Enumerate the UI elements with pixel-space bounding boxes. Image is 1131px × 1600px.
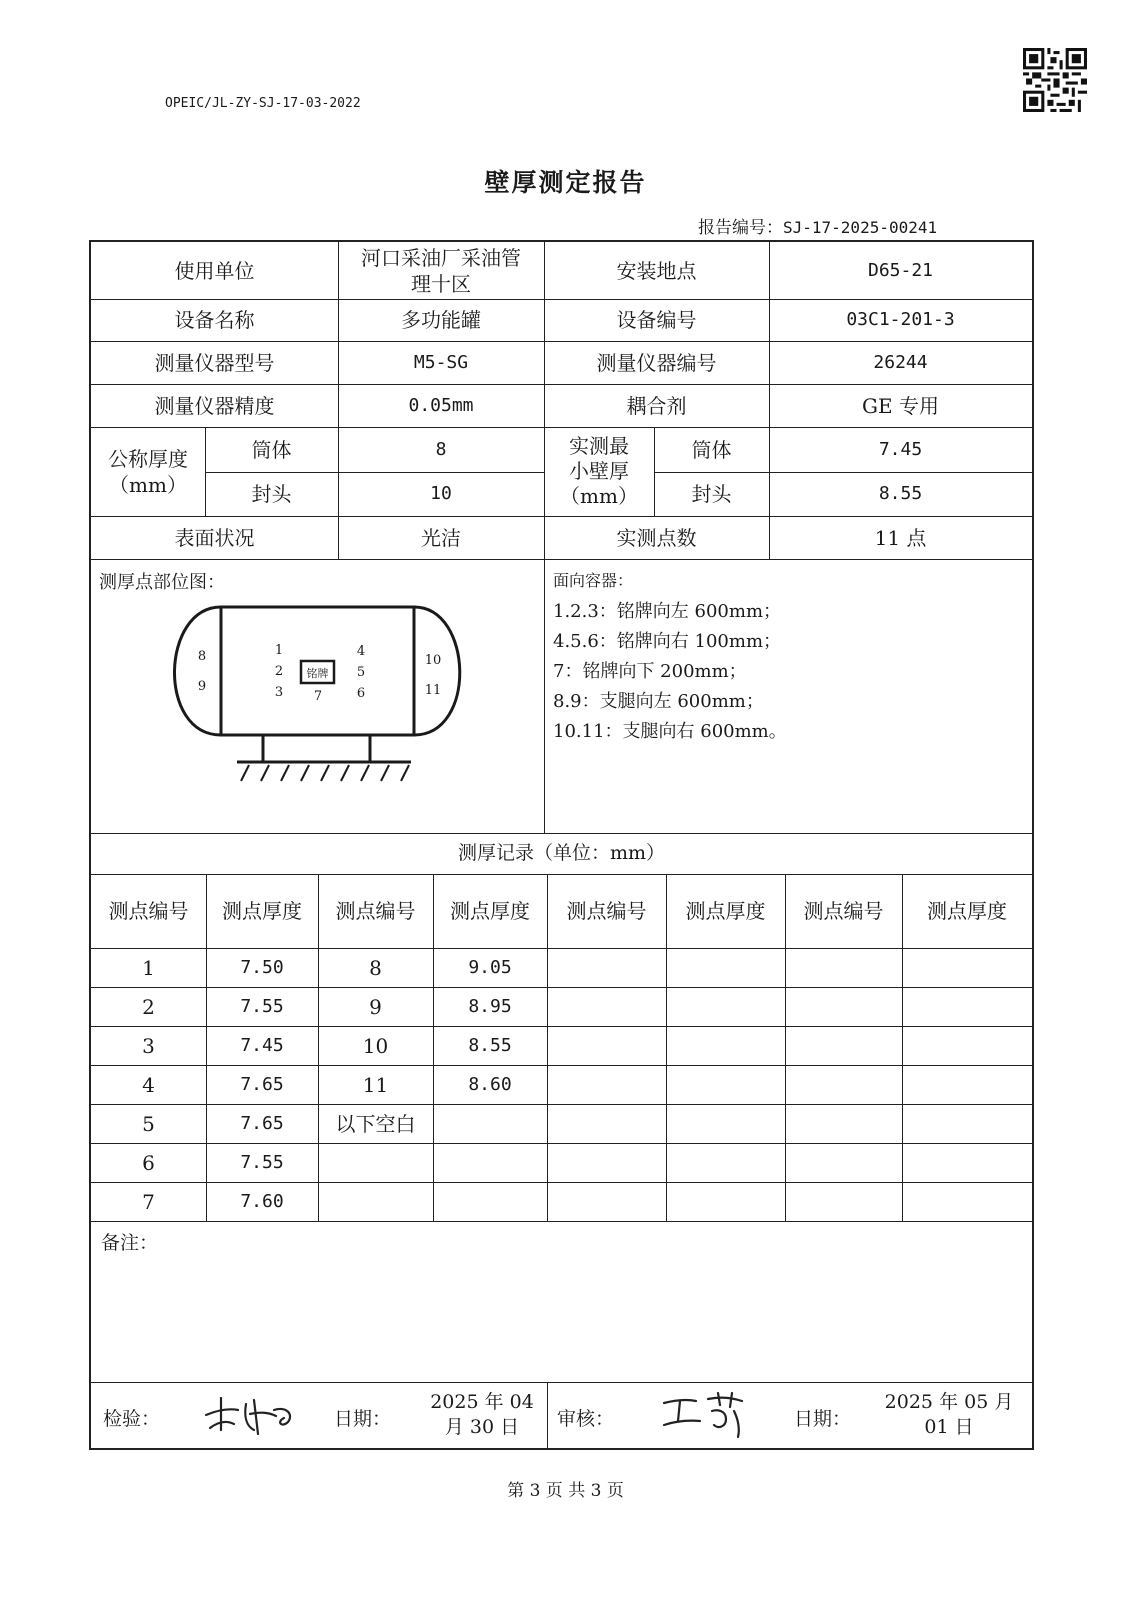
point-8: 8: [197, 649, 207, 664]
nominal-label-line-1: 公称厚度: [108, 446, 188, 471]
record-cell: 8: [369, 955, 382, 980]
equipment-name-label: 设备名称: [174, 308, 255, 332]
record-cell: 9.05: [468, 956, 512, 978]
record-cell-blank-marker: 以下空白: [335, 1111, 416, 1136]
point-4: 4: [356, 644, 366, 659]
install-location-value: D65-21: [867, 259, 934, 281]
nominal-shell-value: 8: [435, 438, 447, 460]
report-title: 壁厚测定报告: [484, 168, 647, 197]
equipment-name-value: 多功能罐: [401, 308, 481, 332]
inspect-date-line-1: 2025 年 04: [430, 1391, 534, 1414]
points-count-value: 11 点: [874, 525, 927, 550]
record-cell: 7.50: [240, 956, 284, 978]
instrument-model-value: M5-SG: [413, 351, 469, 373]
record-cell: 1: [142, 955, 155, 980]
record-cell: 7.60: [240, 1190, 284, 1212]
equipment-no-label: 设备编号: [616, 308, 697, 332]
record-cell: 7.55: [240, 1151, 284, 1173]
nominal-thickness-label: [91, 427, 205, 516]
record-cell: 3: [142, 1033, 155, 1058]
header-thickness-4: 测点厚度: [927, 899, 1007, 923]
remarks-label: 备注：: [101, 1232, 159, 1254]
report-number: [698, 213, 937, 238]
record-cell: 7.55: [240, 995, 284, 1017]
review-label: 审核：: [557, 1408, 615, 1430]
surface-value: 光洁: [421, 525, 461, 550]
record-cell: 8.60: [468, 1073, 512, 1095]
review-date-line-1: 2025 年 05 月: [884, 1391, 1014, 1414]
point-3: 3: [274, 685, 284, 700]
facing-line-4: 8.9：支腿向左 600mm；: [553, 691, 764, 712]
review-date-value: [869, 1382, 1029, 1448]
points-count-label: 实测点数: [616, 525, 697, 550]
header-thickness-3: 测点厚度: [685, 899, 766, 923]
point-9: 9: [197, 679, 207, 694]
review-date-label: 日期：: [794, 1408, 852, 1430]
record-cell: 7.65: [240, 1112, 284, 1134]
header-point-no-4: 测点编号: [803, 899, 884, 923]
record-cell: 9: [369, 994, 382, 1019]
record-cell: 10: [362, 1033, 389, 1058]
instrument-no-value: 26244: [873, 351, 928, 373]
point-6: 6: [356, 686, 366, 701]
header-point-no-1: 测点编号: [108, 899, 189, 923]
point-10: 10: [424, 653, 442, 668]
inspect-date-label: 日期：: [334, 1408, 392, 1430]
review-date-line-2: 01 日: [924, 1416, 974, 1438]
min-head-value: 8.55: [878, 483, 923, 505]
point-1: 1: [274, 643, 284, 658]
point-2: 2: [274, 664, 284, 679]
min-shell-value: 7.45: [878, 438, 923, 460]
use-unit-line-1: 河口采油厂采油管: [361, 245, 521, 270]
header-thickness-2: 测点厚度: [450, 899, 530, 923]
reviewer-signature: [656, 1385, 756, 1441]
facing-line-3: 7：铭牌向下 200mm；: [553, 661, 747, 682]
record-cell: 8.55: [468, 1034, 512, 1056]
install-location-label: 安装地点: [616, 258, 697, 283]
instrument-no-label: 测量仪器编号: [596, 350, 717, 375]
min-label-line-3: （mm）: [560, 484, 638, 508]
record-cell: 7: [142, 1189, 155, 1214]
nameplate-label: 铭牌: [306, 667, 329, 680]
record-cell: 8.95: [468, 995, 512, 1017]
instrument-precision-value: 0.05mm: [408, 394, 474, 416]
record-cell: 5: [142, 1111, 155, 1136]
record-cell: 7.65: [240, 1073, 284, 1095]
point-5: 5: [356, 665, 366, 680]
surface-label: 表面状况: [174, 525, 255, 550]
report-table: [89, 240, 1034, 1450]
vessel-diagram: [161, 597, 481, 792]
inspector-signature: [196, 1390, 306, 1440]
instrument-model-label: 测量仪器型号: [154, 350, 275, 375]
facing-line-1: 1.2.3：铭牌向左 600mm；: [553, 601, 782, 622]
nominal-head-label: 封头: [251, 482, 292, 506]
header-point-no-3: 测点编号: [566, 899, 647, 923]
record-cell: 6: [142, 1150, 155, 1175]
min-head-label: 封头: [691, 482, 732, 506]
couplant-value: GE 专用: [862, 393, 939, 418]
header-thickness-1: 测点厚度: [222, 899, 302, 923]
point-7: 7: [313, 689, 323, 704]
nominal-head-value: 10: [430, 483, 452, 505]
report-number-value: SJ-17-2025-00241: [783, 218, 938, 237]
records-title: 测厚记录（单位：mm）: [457, 842, 666, 865]
inspect-label: 检验：: [103, 1408, 161, 1430]
use-unit-label: 使用单位: [174, 258, 255, 283]
record-cell: 4: [142, 1072, 155, 1097]
report-number-label: 报告编号：: [698, 218, 783, 238]
equipment-no-value: 03C1-201-3: [846, 309, 955, 331]
record-cell: 11: [362, 1072, 389, 1097]
facing-title: 面向容器：: [553, 571, 634, 590]
instrument-precision-label: 测量仪器精度: [154, 393, 275, 418]
page-footer: 第 3 页 共 3 页: [507, 1481, 624, 1501]
nominal-label-line-2: （mm）: [109, 472, 187, 497]
inspect-date-value: [417, 1382, 547, 1448]
record-cell: 7.45: [240, 1034, 284, 1056]
inspect-date-line-2: 月 30 日: [444, 1416, 520, 1438]
facing-line-2: 4.5.6：铭牌向右 100mm；: [553, 631, 782, 652]
use-unit-value: [338, 242, 544, 299]
min-shell-label: 筒体: [691, 437, 732, 462]
diagram-title: 测厚点部位图：: [99, 572, 225, 593]
use-unit-line-2: 理十区: [411, 271, 471, 296]
header-point-no-2: 测点编号: [335, 899, 416, 923]
nominal-shell-label: 筒体: [251, 437, 292, 462]
couplant-label: 耦合剂: [626, 393, 687, 418]
min-thickness-label: [544, 427, 654, 516]
min-label-line-1: 实测最: [569, 434, 629, 458]
facing-line-5: 10.11：支腿向右 600mm。: [553, 721, 787, 742]
min-label-line-2: 小壁厚: [569, 459, 629, 483]
document-code: OPEIC/JL-ZY-SJ-17-03-2022: [165, 96, 361, 111]
point-11: 11: [424, 683, 442, 698]
record-cell: 2: [142, 994, 155, 1019]
qr-code: [1023, 48, 1087, 112]
